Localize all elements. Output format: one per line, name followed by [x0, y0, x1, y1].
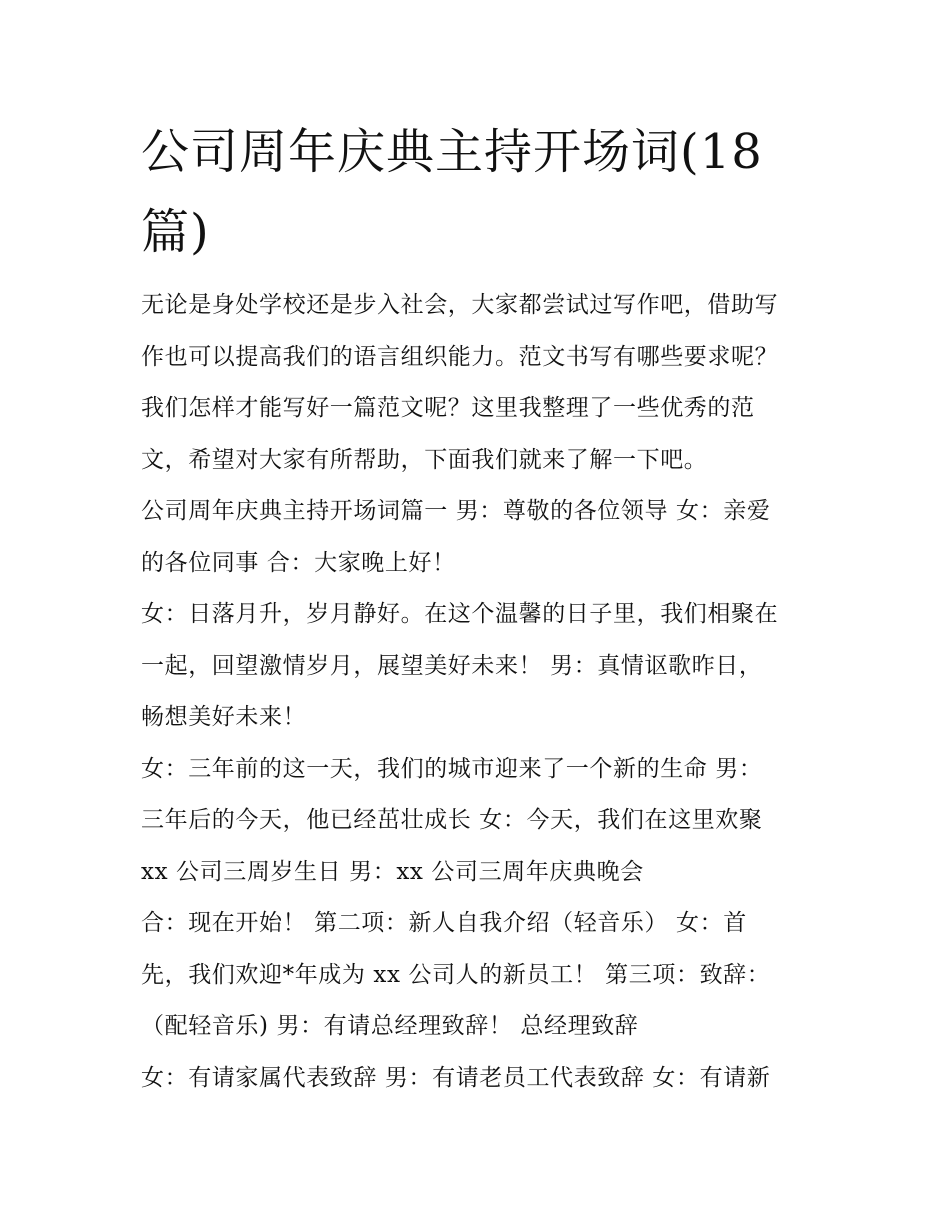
paragraph-line: 的各位同事 合：大家晚上好！: [141, 549, 456, 576]
paragraph-line: 作也可以提高我们的语言组织能力。范文书写有哪些要求呢？: [141, 343, 779, 370]
paragraph-line: 女：三年前的这一天，我们的城市迎来了一个新的生命 男：: [141, 755, 763, 782]
paragraph-line: 文，希望对大家有所帮助，下面我们就来了解一下吧。: [141, 446, 708, 473]
paragraph-line: 先，我们欢迎*年成为 xx 公司人的新员工！ 第三项：致辞：: [141, 961, 771, 988]
paragraph-line: 我们怎样才能写好一篇范文呢？这里我整理了一些优秀的范: [141, 395, 755, 421]
paragraph-line: xx 公司三周岁生日 男：xx 公司三周年庆典晚会: [141, 858, 644, 885]
paragraph-line: 女：日落月升，岁月静好。在这个温馨的日子里，我们相聚在: [141, 601, 779, 627]
paragraph-line: 一起，回望激情岁月，展望美好未来！ 男：真情讴歌昨日，: [141, 652, 763, 679]
document-body: [141, 280, 821, 1104]
paragraph-line: 公司周年庆典主持开场词篇一 男：尊敬的各位领导 女：亲爱: [141, 498, 771, 524]
paragraph-line: 女：有请家属代表致辞 男：有请老员工代表致辞 女：有请新: [141, 1064, 771, 1091]
document-title: 公司周年庆典主持开场词(18篇): [141, 124, 763, 260]
paragraph-line: （配轻音乐) 男：有请总经理致辞！ 总经理致辞: [141, 1013, 639, 1039]
paragraph-line: 合：现在开始！ 第二项：新人自我介绍（轻音乐） 女：首: [141, 910, 747, 936]
paragraph-line: 三年后的今天，他已经茁壮成长 女：今天，我们在这里欢聚: [141, 807, 763, 833]
paragraph-line: 畅想美好未来！: [141, 704, 307, 730]
paragraph-line: 无论是身处学校还是步入社会，大家都尝试过写作吧，借助写: [141, 292, 779, 318]
